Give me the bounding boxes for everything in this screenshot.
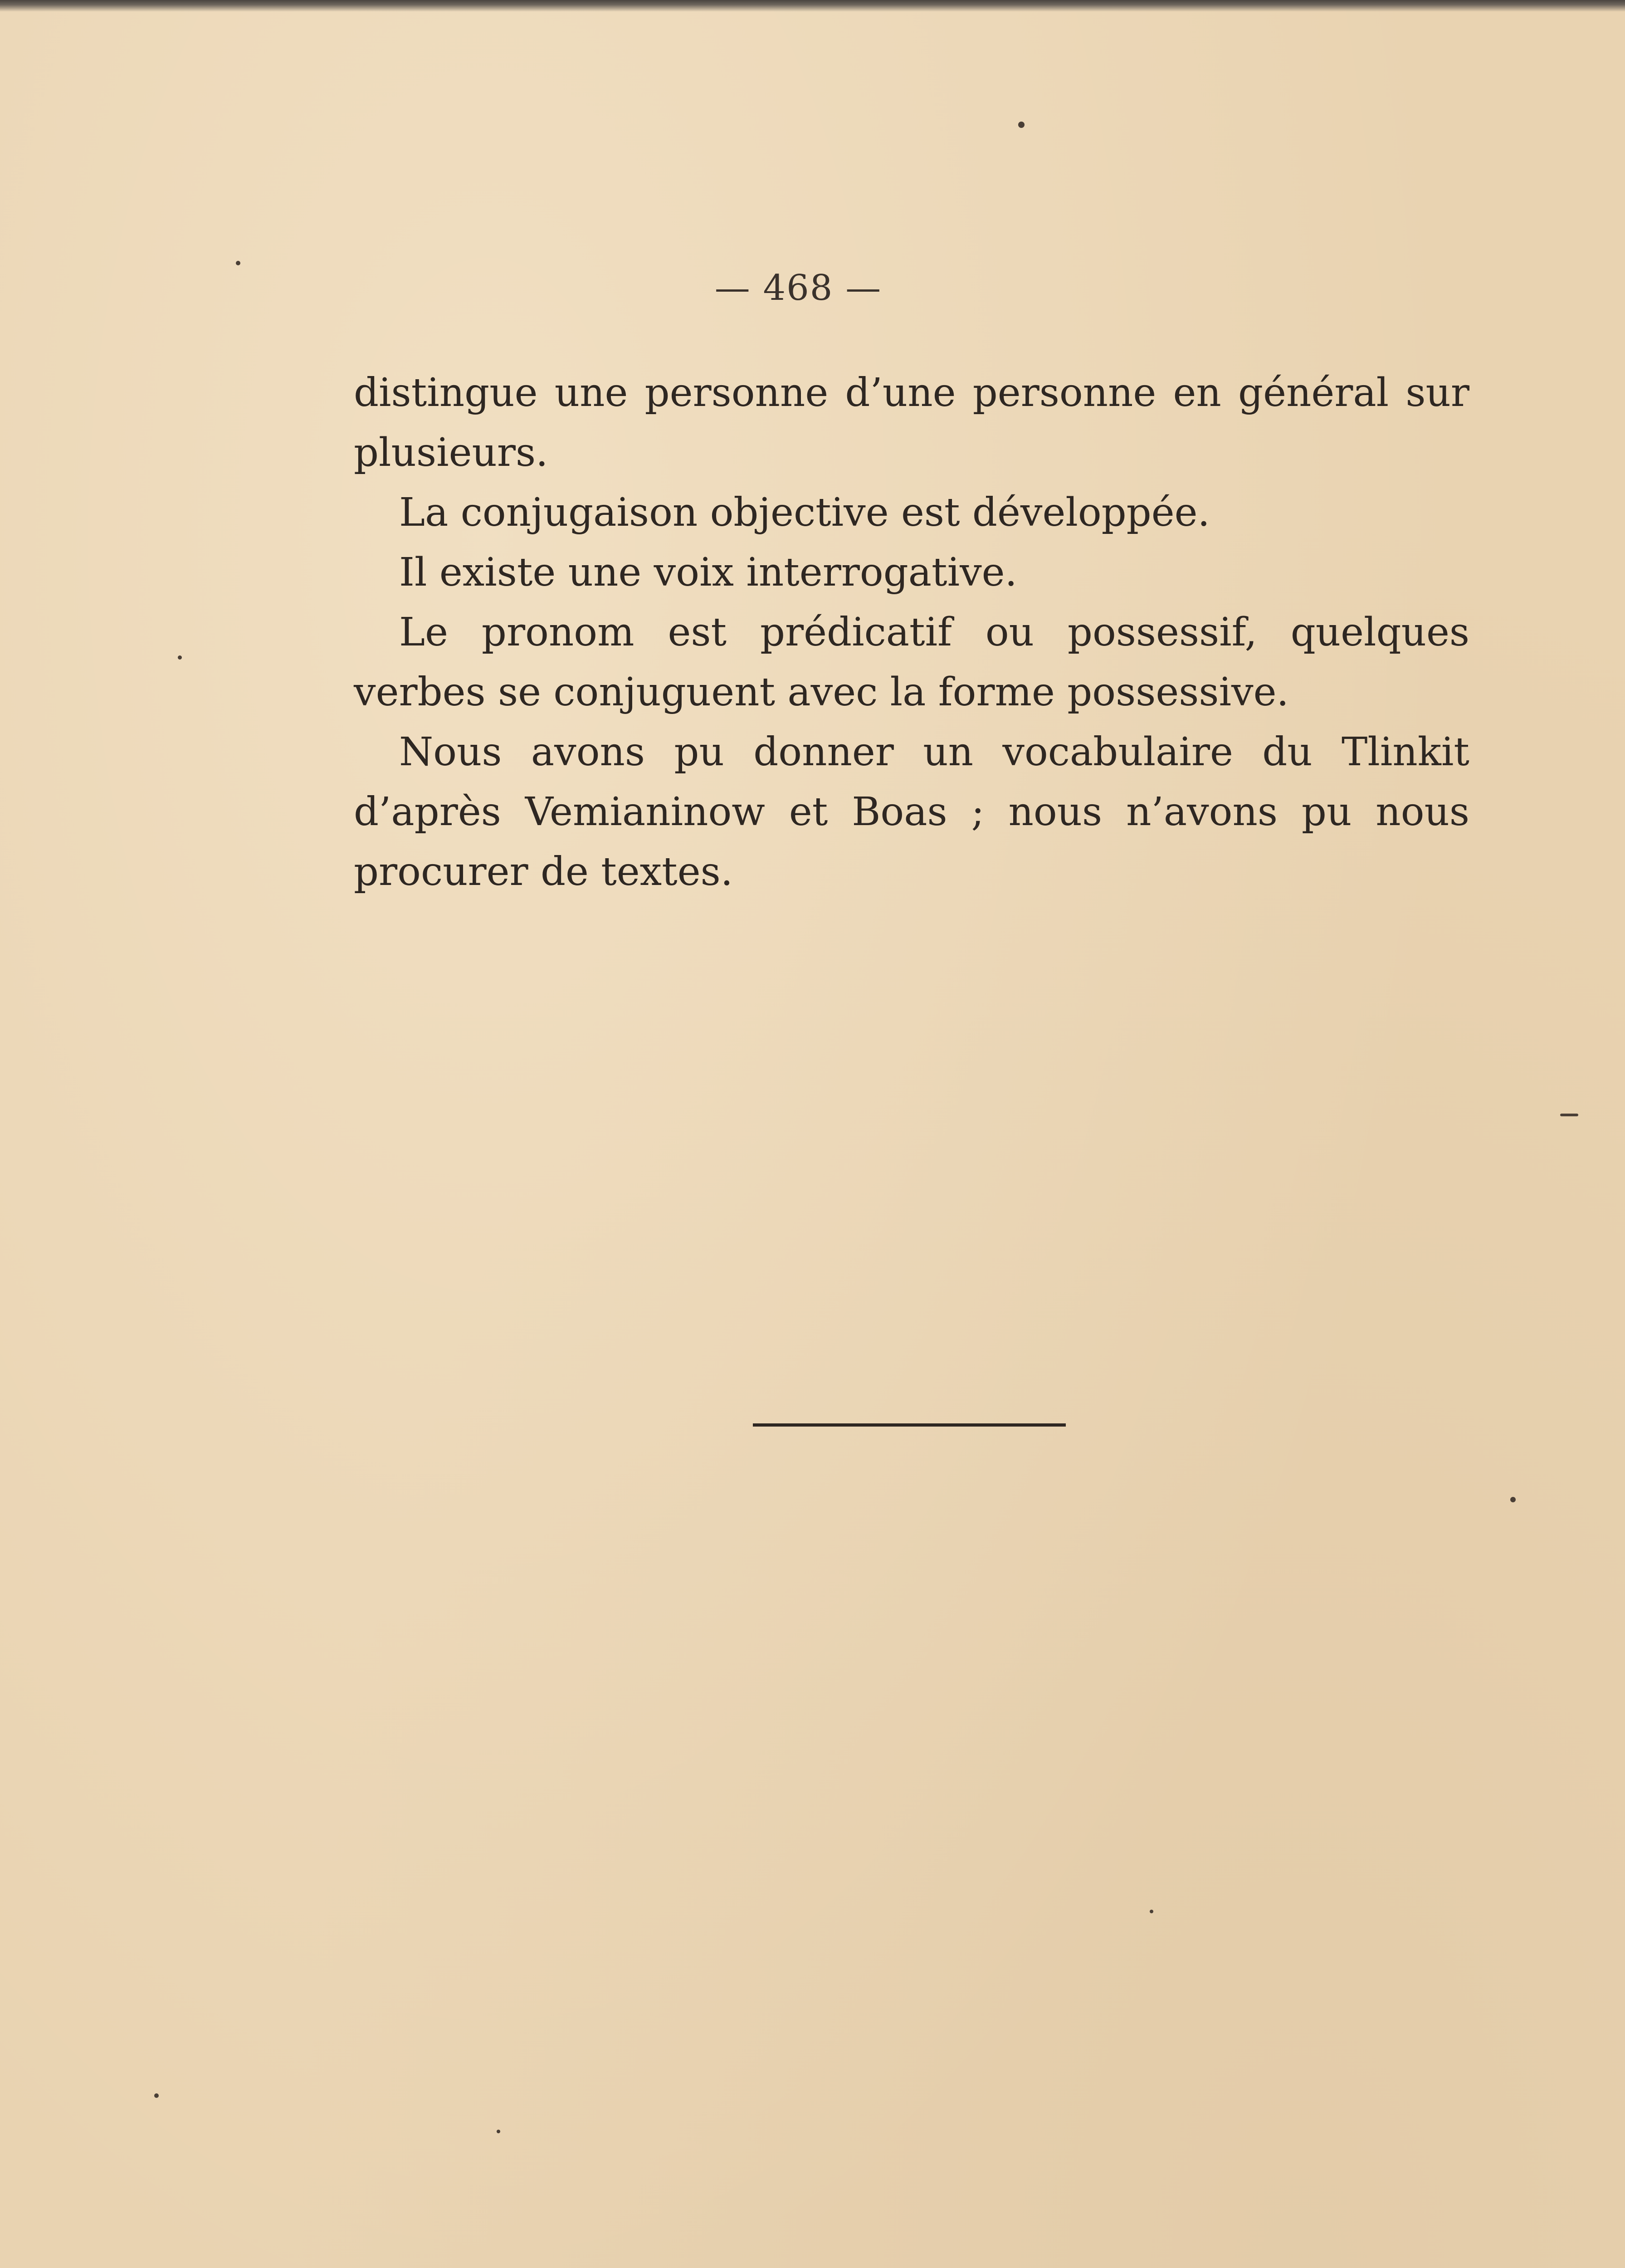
page-top-edge-shadow [0, 0, 1625, 12]
paper-speck [1018, 122, 1025, 128]
paper-speck [236, 261, 240, 265]
paper-speck [497, 2130, 500, 2133]
paragraph-objective-conjugation: La conjugaison objective est développée. [399, 490, 1210, 535]
body-text [354, 363, 1469, 902]
paper-speck [178, 655, 182, 660]
paper-speck [1510, 1497, 1516, 1502]
paragraph-pronoun: Le pronom est prédicatif ou possessif, quelques verbes se conjuguent avec la forme possessive. [354, 610, 1469, 715]
paragraph-continuation: distingue une personne d’une personne en général sur plusieurs. [354, 370, 1469, 475]
paragraph-interrogative-voice: Il existe une voix interrogative. [399, 550, 1017, 595]
page-number: — 468 — [714, 268, 882, 308]
paper-speck [1560, 1114, 1578, 1116]
paper-speck [154, 2093, 159, 2098]
section-end-rule [753, 1423, 1066, 1427]
paper-speck [1150, 1910, 1153, 1913]
paragraph-vocabulary: Nous avons pu donner un vocabulaire du Tlinkit d’après Vemianinow et Boas ; nous n’avons pu nous procurer de textes. [354, 729, 1469, 894]
